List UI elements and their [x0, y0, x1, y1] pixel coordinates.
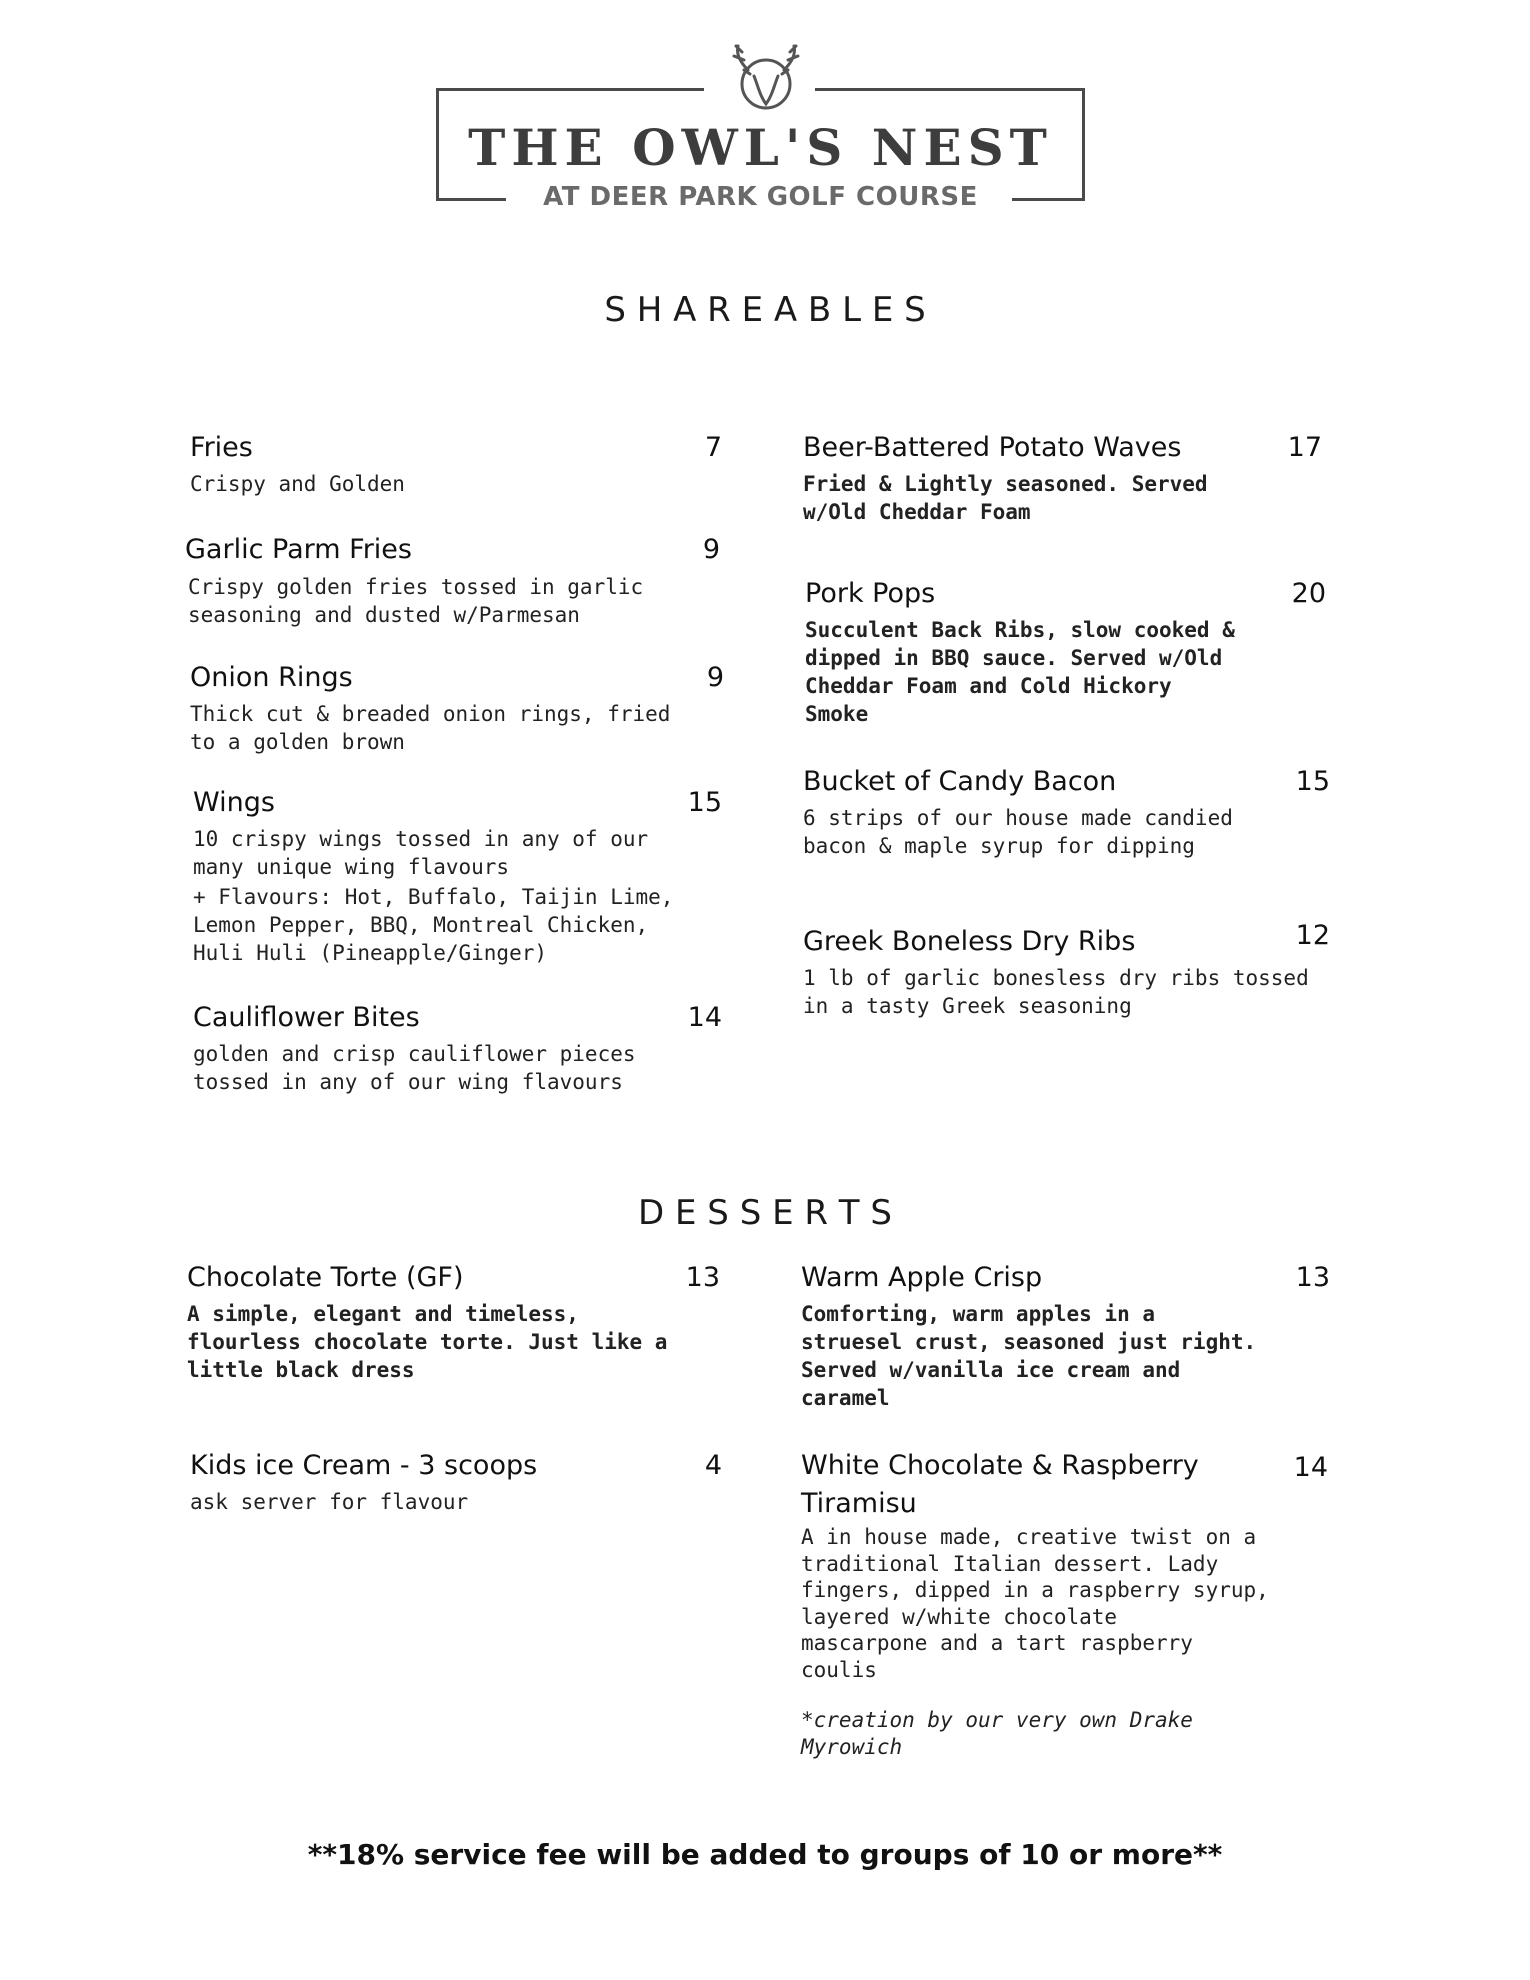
- item-description: golden and crisp cauliflower pieces tossed in any of our wing flavours: [193, 1042, 636, 1094]
- item-name: Cauliflower Bites: [193, 1002, 420, 1033]
- item-name: Kids ice Cream - 3 scoops: [190, 1450, 538, 1481]
- item-description: Fried & Lightly seasoned. Served w/Old Cheddar Foam: [803, 472, 1208, 524]
- item-name: Bucket of Candy Bacon: [803, 766, 1117, 797]
- item-name-line2: Tiramisu: [801, 1488, 917, 1519]
- logo-title: THE OWL'S NEST: [468, 118, 1053, 177]
- item-name: Wings: [193, 787, 275, 818]
- item-price: 13: [1295, 1262, 1330, 1293]
- item-description: 1 lb of garlic bonesless dry ribs tossed in a tasty Greek seasoning: [803, 966, 1309, 1018]
- logo-top-rule-left: [436, 88, 704, 91]
- logo-top-rule-right: [815, 88, 1082, 91]
- item-name: Garlic Parm Fries: [185, 534, 412, 565]
- item-description: ask server for flavour: [190, 1490, 469, 1514]
- item-description: Crispy golden fries tossed in garlic seasoning and dusted w/Parmesan: [188, 575, 644, 627]
- item-price: 13: [685, 1262, 720, 1293]
- item-description: Succulent Back Ribs, slow cooked & dipped in BBQ sauce. Served w/Old Cheddar Foam and Cold Hickory Smoke: [805, 618, 1235, 726]
- item-description: 10 crispy wings tossed in any of our many unique wing flavours: [193, 827, 649, 879]
- item-name: Onion Rings: [190, 662, 353, 693]
- item-price: 15: [1295, 766, 1330, 797]
- item-price: 4: [704, 1450, 722, 1481]
- item-price: 15: [687, 787, 722, 818]
- desserts-heading: D E S S E R T S: [638, 1193, 892, 1233]
- item-name: Pork Pops: [805, 578, 936, 609]
- item-name: Warm Apple Crisp: [801, 1262, 1043, 1293]
- item-price: 12: [1295, 920, 1330, 951]
- item-name: Beer-Battered Potato Waves: [803, 432, 1182, 463]
- shareables-heading: S H A R E A B L E S: [604, 290, 926, 330]
- item-description: Crispy and Golden: [190, 472, 405, 496]
- item-name-line1: White Chocolate & Raspberry: [801, 1450, 1199, 1481]
- item-price: 7: [704, 432, 722, 463]
- item-description: Thick cut & breaded onion rings, fried to a golden brown: [190, 702, 671, 754]
- item-description: A simple, elegant and timeless, flourless chocolate torte. Just like a little black dress: [187, 1302, 668, 1382]
- item-price: 14: [687, 1002, 722, 1033]
- item-name: Chocolate Torte (GF): [187, 1262, 464, 1293]
- deer-head-icon: [718, 40, 814, 116]
- item-price: 14: [1293, 1452, 1328, 1483]
- item-flavours: + Flavours: Hot, Buffalo, Taijin Lime, Lemon Pepper, BBQ, Montreal Chicken, Huli Huli (Pineapple/Ginger): [193, 885, 674, 965]
- item-price: 17: [1287, 432, 1322, 463]
- service-fee-notice: **18% service fee will be added to groups of 10 or more**: [307, 1838, 1223, 1871]
- item-name: Fries: [190, 432, 253, 463]
- item-description: 6 strips of our house made candied bacon & maple syrup for dipping: [803, 806, 1233, 858]
- logo-subtitle: [436, 182, 1085, 212]
- item-description: Comforting, warm apples in a struesel crust, seasoned just right. Served w/vanilla ice cream and caramel: [801, 1302, 1257, 1410]
- item-name: Greek Boneless Dry Ribs: [803, 926, 1136, 957]
- item-price: 9: [702, 534, 720, 565]
- item-price: 20: [1291, 578, 1326, 609]
- item-price: 9: [706, 662, 724, 693]
- item-description: A in house made, creative twist on a traditional Italian dessert. Lady fingers, dipped in a raspberry syrup, layered w/white chocolate mascarpone and a tart raspberry coulis: [801, 1525, 1269, 1682]
- logo-subtitle-text: AT DEER PARK GOLF COURSE: [533, 182, 988, 212]
- item-credit-note: *creation by our very own Drake Myrowich: [801, 1708, 1193, 1759]
